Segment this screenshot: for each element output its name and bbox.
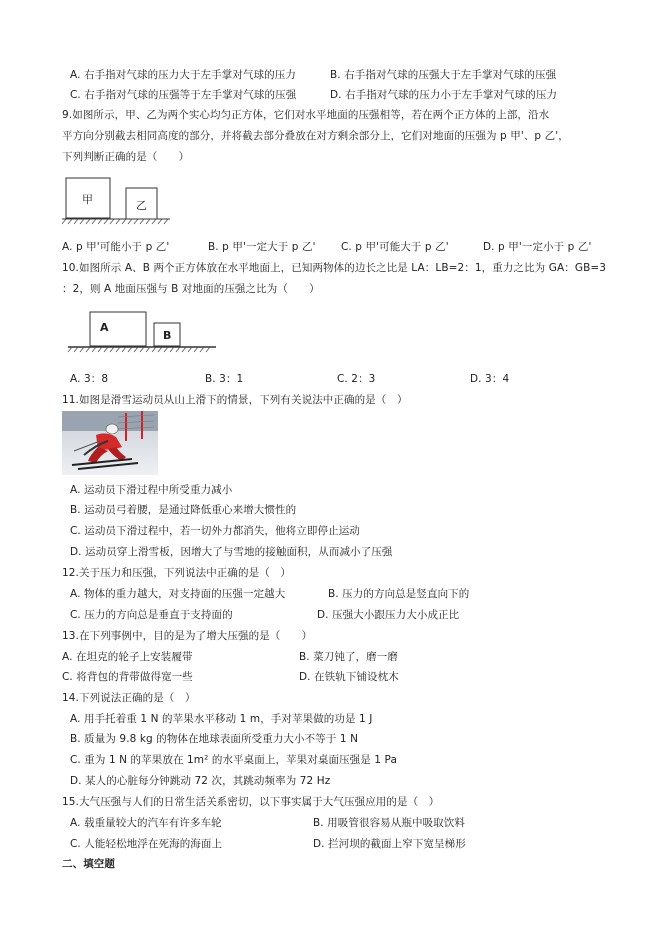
q10-option-b: B. 3：1 (205, 373, 244, 385)
q8-option-a: A. 右手指对气球的压力大于左手掌对气球的压力 (70, 69, 296, 81)
q13-option-c: C. 将背包的背带做得宽一些 (62, 671, 193, 683)
q13-option-d: D. 在铁轨下铺设枕木 (299, 671, 399, 683)
q10-stem-line1: 10.如图所示 A、B 两个正方体放在水平地面上，已知两物体的边长之比是 LA：LB=2：1，重力之比为 GA：GB=3 (62, 262, 607, 274)
q13-option-b: B. 菜刀钝了，磨一磨 (299, 651, 398, 663)
q9-label-yi: 乙 (136, 199, 147, 212)
q12-stem: 12.关于压力和压强，下列说法中正确的是（ ） (62, 567, 291, 579)
q11-option-a: A. 运动员下滑过程中所受重力减小 (70, 484, 233, 496)
q12-option-b: B. 压力的方向总是竖直向下的 (328, 588, 470, 600)
q12-option-c: C. 压力的方向总是垂直于支持面的 (70, 609, 233, 621)
q14-option-b: B. 质量为 9.8 kg 的物体在地球表面所受重力大小不等于 1 N (70, 733, 359, 745)
q14-option-d: D. 某人的心脏每分钟跳动 72 次，其跳动频率为 72 Hz (70, 775, 331, 787)
q14-option-c: C. 重为 1 N 的苹果放在 1m² 的水平桌面上，苹果对桌面压强是 1 Pa (70, 754, 397, 766)
q9-label-jia: 甲 (82, 193, 93, 206)
q10-option-d: D. 3：4 (470, 373, 510, 385)
q11-option-c: C. 运动员下滑过程中，若一切外力都消失，他将立即停止运动 (70, 525, 360, 537)
q10-figure-cubes (64, 304, 220, 356)
q9-figure-cubes (62, 174, 172, 226)
q9-stem-line3: 下列判断正确的是（ ） (62, 151, 190, 163)
q14-stem: 14.下列说法正确的是（ ） (62, 692, 196, 704)
q9-option-c: C. p 甲'可能大于 p 乙' (341, 241, 449, 253)
q10-label-a: A (100, 321, 109, 334)
q8-option-b: B. 右手指对气球的压强大于左手掌对气球的压强 (330, 69, 557, 81)
section-heading-fill-in: 二、填空题 (62, 858, 115, 870)
q9-stem-line1: 9.如图所示，甲、乙为两个实心均匀正方体，它们对水平地面的压强相等，若在两个正方体的上部，沿水 (62, 109, 550, 121)
q15-option-d: D. 拦河坝的截面上窄下宽呈梯形 (313, 838, 466, 850)
q10-stem-line2: ：2，则 A 地面压强与 B 对地面的压强之比为（ ） (62, 283, 320, 295)
q10-option-c: C. 2：3 (337, 373, 376, 385)
q11-skier-photo (62, 411, 158, 475)
q10-option-a: A. 3：8 (70, 373, 109, 385)
q11-option-d: D. 运动员穿上滑雪板，因增大了与雪地的接触面积，从而减小了压强 (70, 546, 393, 558)
q15-option-b: B. 用吸管很容易从瓶中吸取饮料 (313, 817, 465, 829)
q15-option-c: C. 人能轻松地浮在死海的海面上 (70, 838, 223, 850)
q9-option-d: D. p 甲'一定小于 p 乙' (483, 241, 592, 253)
q8-option-c: C. 右手指对气球的压强等于左手掌对气球的压强 (70, 89, 297, 101)
q13-option-a: A. 在坦克的轮子上安装履带 (62, 651, 193, 663)
q12-option-d: D. 压强大小跟压力大小成正比 (317, 609, 460, 621)
q15-option-a: A. 载重量较大的汽车有许多车轮 (70, 817, 222, 829)
q13-stem: 13.在下列事例中，目的是为了增大压强的是（ ） (62, 630, 313, 642)
q9-stem-line2: 平方向分别截去相同高度的部分，并将截去部分叠放在对方剩余部分上，它们对地面的压强为 p 甲'、p 乙'， (62, 130, 569, 142)
q12-option-a: A. 物体的重力越大，对支持面的压强一定越大 (70, 588, 286, 600)
q11-option-b: B. 运动员弓着腰，是通过降低重心来增大惯性的 (70, 504, 297, 516)
q15-stem: 15.大气压强与人们的日常生活关系密切，以下事实属于大气压强应用的是（ ） (62, 796, 440, 808)
q14-option-a: A. 用手托着重 1 N 的苹果水平移动 1 m，手对苹果做的功是 1 J (70, 713, 373, 725)
q9-option-a: A. p 甲'可能小于 p 乙' (62, 241, 170, 253)
q8-option-d: D. 右手指对气球的压力小于左手掌对气球的压力 (330, 89, 558, 101)
q11-stem: 11.如图是滑雪运动员从山上滑下的情景，下列有关说法中正确的是（ ） (62, 394, 408, 406)
q10-label-b: B (163, 329, 172, 342)
q9-option-b: B. p 甲'一定大于 p 乙' (208, 241, 316, 253)
